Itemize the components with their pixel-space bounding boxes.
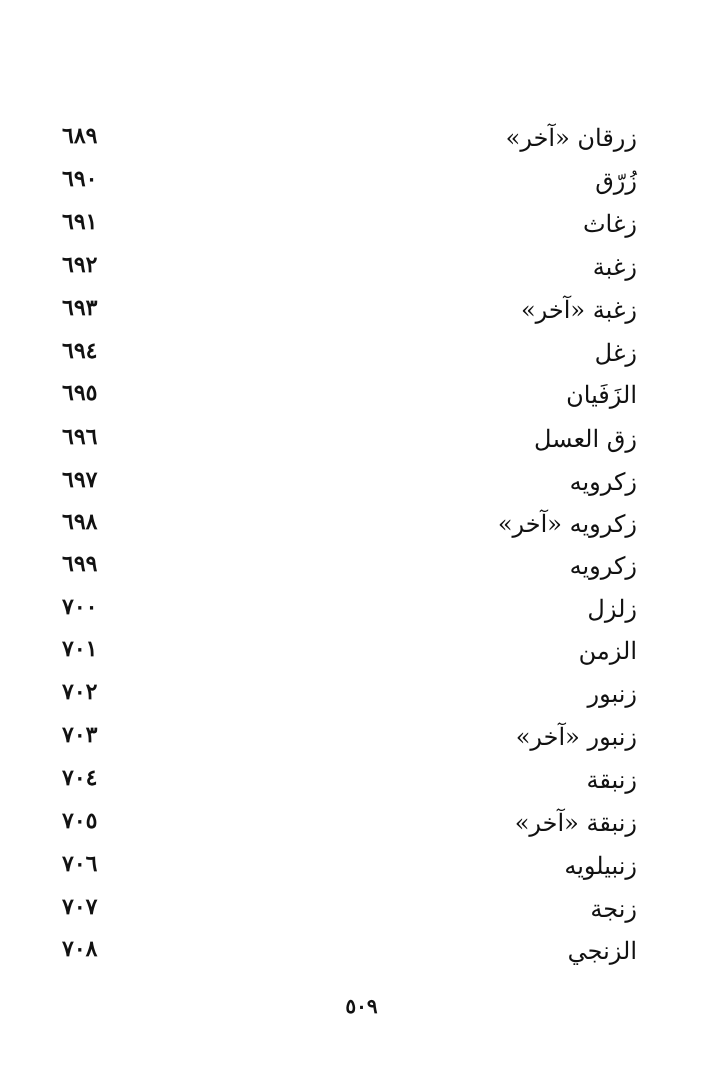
list-item [0, 250, 723, 293]
page-number: ٥٠٩ [345, 994, 378, 1018]
list-item [0, 720, 723, 763]
entry-name: زكرويه [569, 468, 637, 496]
list-item [0, 934, 723, 977]
entry-number: ٦٩٨ [62, 509, 98, 535]
entry-number: ٧٠٠ [62, 594, 98, 620]
entry-name: زغبة [592, 253, 637, 281]
entry-name: زنبقة «آخر» [514, 809, 637, 837]
list-item [0, 849, 723, 892]
entry-name: زكرويه [569, 552, 637, 580]
list-item [0, 422, 723, 465]
entry-number: ٧٠٨ [62, 936, 98, 962]
entry-name: زغبة «آخر» [521, 296, 637, 324]
entry-number: ٧٠١ [62, 636, 98, 662]
list-item [0, 293, 723, 336]
entry-name: زغاث [582, 210, 637, 238]
entry-number: ٦٩٠ [62, 166, 98, 192]
list-item [0, 207, 723, 250]
entry-number: ٦٩٣ [62, 295, 98, 321]
entry-name: زكرويه «آخر» [497, 510, 637, 538]
list-item [0, 763, 723, 806]
entry-name: زق العسل [534, 425, 637, 453]
entry-number: ٧٠٢ [62, 679, 98, 705]
entry-number: ٦٩٧ [62, 467, 98, 493]
list-item [0, 549, 723, 592]
entry-name: زنجة [590, 895, 637, 923]
entry-number: ٦٩٦ [62, 424, 98, 450]
entry-number: ٦٩١ [62, 209, 98, 235]
entry-number: ٦٩٥ [62, 380, 98, 406]
entry-number: ٧٠٦ [62, 851, 98, 877]
entry-name: زرقان «آخر» [505, 124, 637, 152]
list-item [0, 121, 723, 164]
entry-name: الزنجي [567, 937, 637, 965]
entry-number: ٦٩٢ [62, 252, 98, 278]
list-item [0, 336, 723, 379]
list-item [0, 806, 723, 849]
entry-name: زنبيلويه [564, 852, 637, 880]
list-item [0, 507, 723, 550]
list-item [0, 164, 723, 207]
entry-name: زنبور «آخر» [515, 723, 637, 751]
entry-number: ٧٠٤ [62, 765, 98, 791]
entry-number: ٧٠٥ [62, 808, 98, 834]
entry-number: ٦٩٩ [62, 551, 98, 577]
entry-number: ٦٩٤ [62, 338, 98, 364]
entry-name: الزَفَيان [566, 381, 637, 409]
list-item [0, 892, 723, 935]
entry-name: زنبور [587, 680, 637, 708]
entry-number: ٦٨٩ [62, 123, 98, 149]
list-item [0, 677, 723, 720]
entry-number: ٧٠٧ [62, 894, 98, 920]
entry-name: زنبقة [586, 766, 637, 794]
list-item [0, 465, 723, 508]
list-item [0, 634, 723, 677]
list-item [0, 378, 723, 421]
entry-name: زلزل [587, 595, 637, 623]
entry-name: زغل [594, 339, 637, 367]
entry-name: زُرّق [595, 167, 637, 195]
list-item [0, 592, 723, 635]
entry-name: الزمن [578, 637, 637, 665]
entry-number: ٧٠٣ [62, 722, 98, 748]
